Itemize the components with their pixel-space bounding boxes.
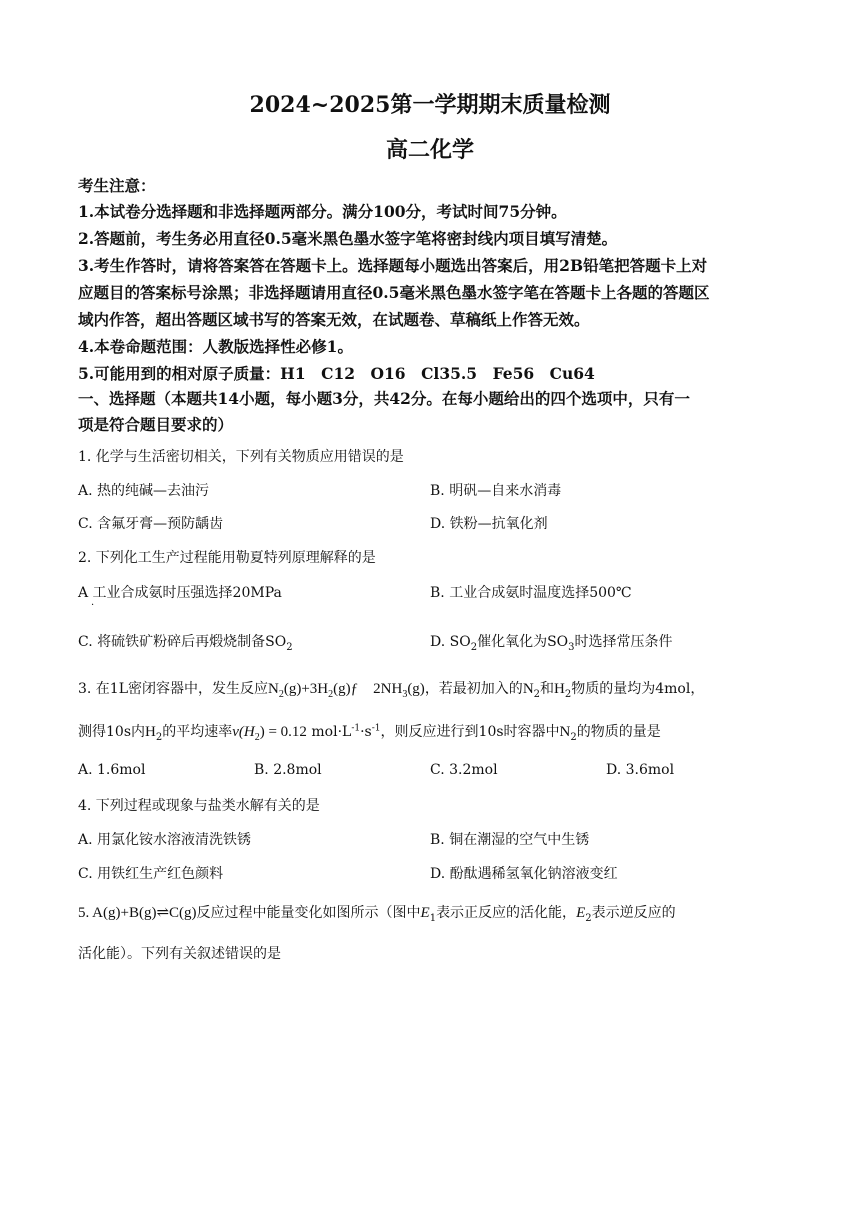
- q2-stem: 2. 下列化工生产过程能用勒夏特列原理解释的是: [78, 550, 376, 566]
- exam-title: 2024~2025第一学期期末质量检测: [249, 92, 611, 118]
- notice-item-3: 3.考生作答时，请将答案答在答题卡上。选择题每小题选出答案后，用2B铅笔把答题卡上对: [78, 256, 708, 275]
- q2-option-d: D. $SO_2$催化氧化为$SO_3$时选择常压条件: [430, 634, 673, 653]
- q4-option-c: C. 用铁红生产红色颜料: [78, 866, 224, 882]
- q5-stem-line1: 5. A(g)+B(g)⇌C(g)反应过程中能量变化如图所示（图中$E_1$表示正反应的活化能，$E_2$表示逆反应的: [78, 905, 676, 924]
- q1-option-d: D. 铁粉—抗氧化剂: [430, 516, 548, 532]
- q4-stem: 4. 下列过程或现象与盐类水解有关的是: [78, 798, 320, 814]
- q3-option-d: D. 3.6mol: [606, 762, 675, 778]
- section-heading-cont: 项是符合题目要求的）: [78, 415, 234, 434]
- notice-heading: 考生注意：: [78, 176, 156, 195]
- q3-equation: $N_2(g)+3H_2(g)ƒ$ $2NH_3(g)$: [268, 681, 425, 700]
- notice-item-5: 5.可能用到的相对原子质量：H1 C12 O16 Cl35.5 Fe56 Cu64: [78, 364, 595, 383]
- notice-item-3-cont1: 应题目的答案标号涂黑；非选择题请用直径0.5毫米黑色墨水签字笔在答题卡上各题的答题区: [78, 283, 710, 302]
- q3-stem-line2: 测得10s内$H_2$的平均速率$v(H_2) = 0.12$ $mol\cdot L^{-1}\cdot s^{-1}$，则反应进行到10s时容器中$N_2$的物质的量是: [78, 723, 661, 743]
- q4-option-a: A. 用氯化铵水溶液清洗铁锈: [78, 832, 252, 848]
- q3-option-c: C. 3.2mol: [430, 762, 498, 778]
- q2-option-c: C. 将硫铁矿粉碎后再煅烧制备$SO_2$: [78, 634, 293, 653]
- q4-option-b: B. 铜在潮湿的空气中生锈: [430, 832, 590, 848]
- q1-stem: 1. 化学与生活密切相关，下列有关物质应用错误的是: [78, 449, 404, 465]
- q5-stem-line2: 活化能）。下列有关叙述错误的是: [78, 946, 281, 962]
- q1-option-b: B. 明矾—自来水消毒: [430, 483, 562, 499]
- notice-item-3-cont2: 域内作答，超出答题区域书写的答案无效，在试题卷、草稿纸上作答无效。: [78, 310, 590, 329]
- q3-option-b: B. 2.8mol: [254, 762, 322, 778]
- q2-option-a-dot: ·: [91, 600, 95, 611]
- q3-option-a: A. 1.6mol: [78, 762, 146, 778]
- exam-subject: 高二化学: [385, 137, 474, 163]
- q2-option-a: A 工业合成氨时压强选择20MPa: [78, 585, 282, 601]
- notice-item-1: 1.本试卷分选择题和非选择题两部分。满分100分，考试时间75分钟。: [78, 202, 567, 221]
- q2-option-b: B. 工业合成氨时温度选择500℃: [430, 585, 632, 601]
- q1-option-c: C. 含氟牙膏—预防龋齿: [78, 516, 224, 532]
- section-heading: 一、选择题（本题共14小题，每小题3分，共42分。在每小题给出的四个选项中，只有一: [78, 389, 690, 408]
- q1-option-a: A. 热的纯碱—去油污: [78, 483, 210, 499]
- q3-stem-line1: 3. 在1L密闭容器中，发生反应$N_2(g)+3H_2(g)ƒ$ $2NH_3(g)$，若最初加入的$N_2$和$H_2$物质的量均为4mol，: [78, 681, 705, 700]
- notice-item-2: 2.答题前，考生务必用直径0.5毫米黑色墨水签字笔将密封线内项目填写清楚。: [78, 229, 618, 248]
- q4-option-d: D. 酚酞遇稀氢氧化钠溶液变红: [430, 866, 618, 882]
- notice-item-4: 4.本卷命题范围：人教版选择性必修1。: [78, 337, 353, 356]
- q5-equation: 5. A(g)+B(g)⇌C(g): [78, 905, 197, 921]
